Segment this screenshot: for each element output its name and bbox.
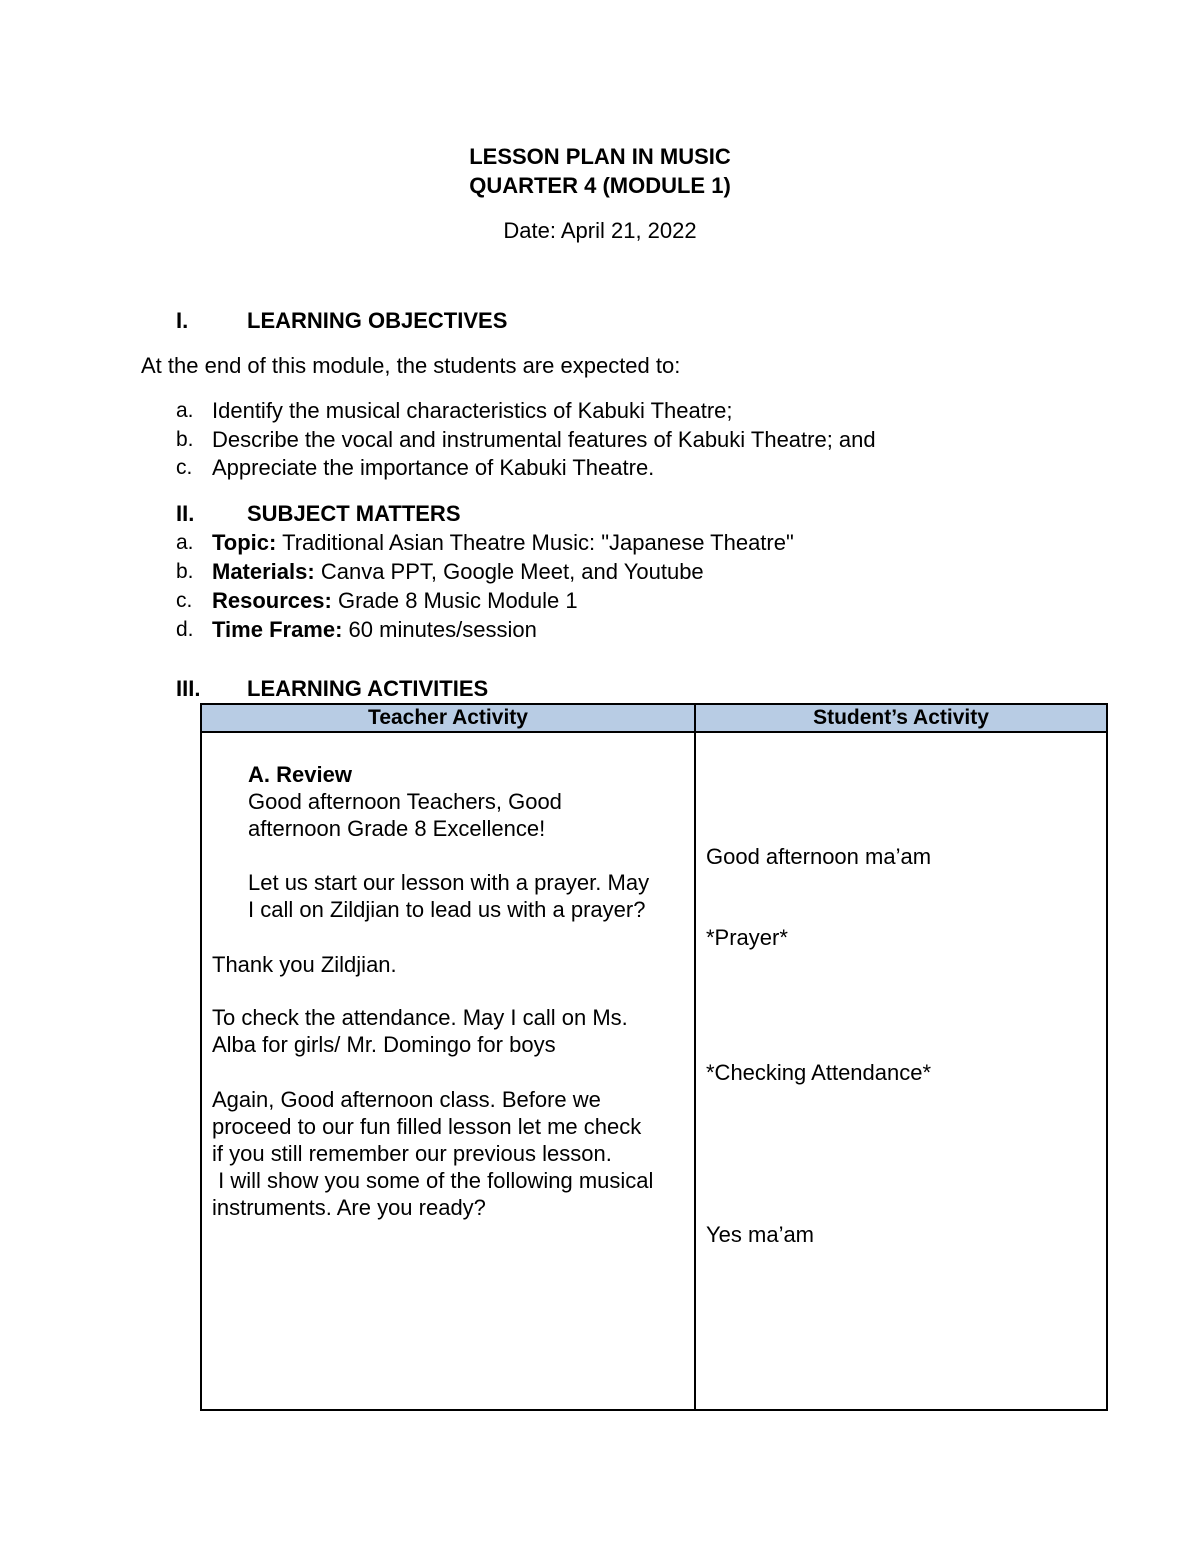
teacher-line: I will show you some of the following musical	[212, 1168, 654, 1193]
section-3-title: LEARNING ACTIVITIES	[247, 676, 489, 701]
subject-item-topic	[212, 530, 794, 556]
subject-value: Canva PPT, Google Meet, and Youtube	[314, 559, 704, 584]
document-subtitle: QUARTER 4 (MODULE 1)	[469, 173, 731, 198]
objective-item: Appreciate the importance of Kabuki Theatre.	[212, 455, 655, 480]
section-1-title: LEARNING OBJECTIVES	[247, 308, 508, 333]
subject-letter: b.	[176, 560, 194, 583]
objective-letter: b.	[176, 428, 194, 451]
section-2-number: II.	[176, 501, 195, 526]
teacher-line: proceed to our fun filled lesson let me check	[212, 1114, 642, 1139]
subject-label: Time Frame:	[212, 617, 343, 642]
document-title: LESSON PLAN IN MUSIC	[469, 144, 731, 169]
teacher-line: Good afternoon Teachers, Good	[248, 789, 562, 814]
student-response: *Checking Attendance*	[706, 1060, 932, 1085]
table-row	[201, 732, 1107, 1410]
teacher-line: To check the attendance. May I call on Ms.	[212, 1005, 628, 1030]
student-activity-header: Student’s Activity	[695, 704, 1107, 732]
student-response: Yes ma’am	[706, 1222, 815, 1247]
teacher-activity-header: Teacher Activity	[201, 704, 695, 732]
teacher-line: if you still remember our previous lesson.	[212, 1141, 612, 1166]
objective-item: Describe the vocal and instrumental features of Kabuki Theatre; and	[212, 427, 876, 452]
subject-item-time-frame	[212, 617, 537, 643]
student-activity-cell	[695, 732, 1107, 1410]
student-response: *Prayer*	[706, 925, 788, 950]
section-2-title: SUBJECT MATTERS	[247, 501, 461, 526]
review-heading: A. Review	[248, 762, 352, 787]
objective-letter: c.	[176, 456, 193, 479]
learning-activities-table	[200, 703, 1108, 1411]
objective-item: Identify the musical characteristics of Kabuki Theatre;	[212, 398, 733, 423]
teacher-line: I call on Zildjian to lead us with a prayer?	[248, 897, 646, 922]
subject-letter: c.	[176, 589, 193, 612]
teacher-line: Let us start our lesson with a prayer. May	[248, 870, 650, 895]
objective-letter: a.	[176, 399, 194, 422]
teacher-line: Again, Good afternoon class. Before we	[212, 1087, 601, 1112]
student-response: Good afternoon ma’am	[706, 844, 932, 869]
subject-item-resources	[212, 588, 578, 614]
subject-value: 60 minutes/session	[342, 617, 537, 642]
section-3-number: III.	[176, 676, 201, 701]
subject-letter: a.	[176, 531, 194, 554]
subject-label: Materials:	[212, 559, 315, 584]
teacher-line: afternoon Grade 8 Excellence!	[248, 816, 546, 841]
subject-label: Resources:	[212, 588, 332, 613]
subject-value: Traditional Asian Theatre Music: "Japanese Theatre"	[276, 530, 794, 555]
teacher-activity-cell	[201, 732, 695, 1410]
subject-value: Grade 8 Music Module 1	[331, 588, 578, 613]
subject-label: Topic:	[212, 530, 277, 555]
section-1-number: I.	[176, 308, 189, 333]
teacher-line: Alba for girls/ Mr. Domingo for boys	[212, 1032, 556, 1057]
objectives-intro: At the end of this module, the students are expected to:	[141, 353, 681, 378]
document-date: Date: April 21, 2022	[503, 218, 697, 243]
teacher-line: Thank you Zildjian.	[212, 952, 397, 977]
table-header-row	[201, 704, 1107, 732]
subject-letter: d.	[176, 618, 194, 641]
subject-item-materials	[212, 559, 704, 585]
teacher-line: instruments. Are you ready?	[212, 1195, 486, 1220]
